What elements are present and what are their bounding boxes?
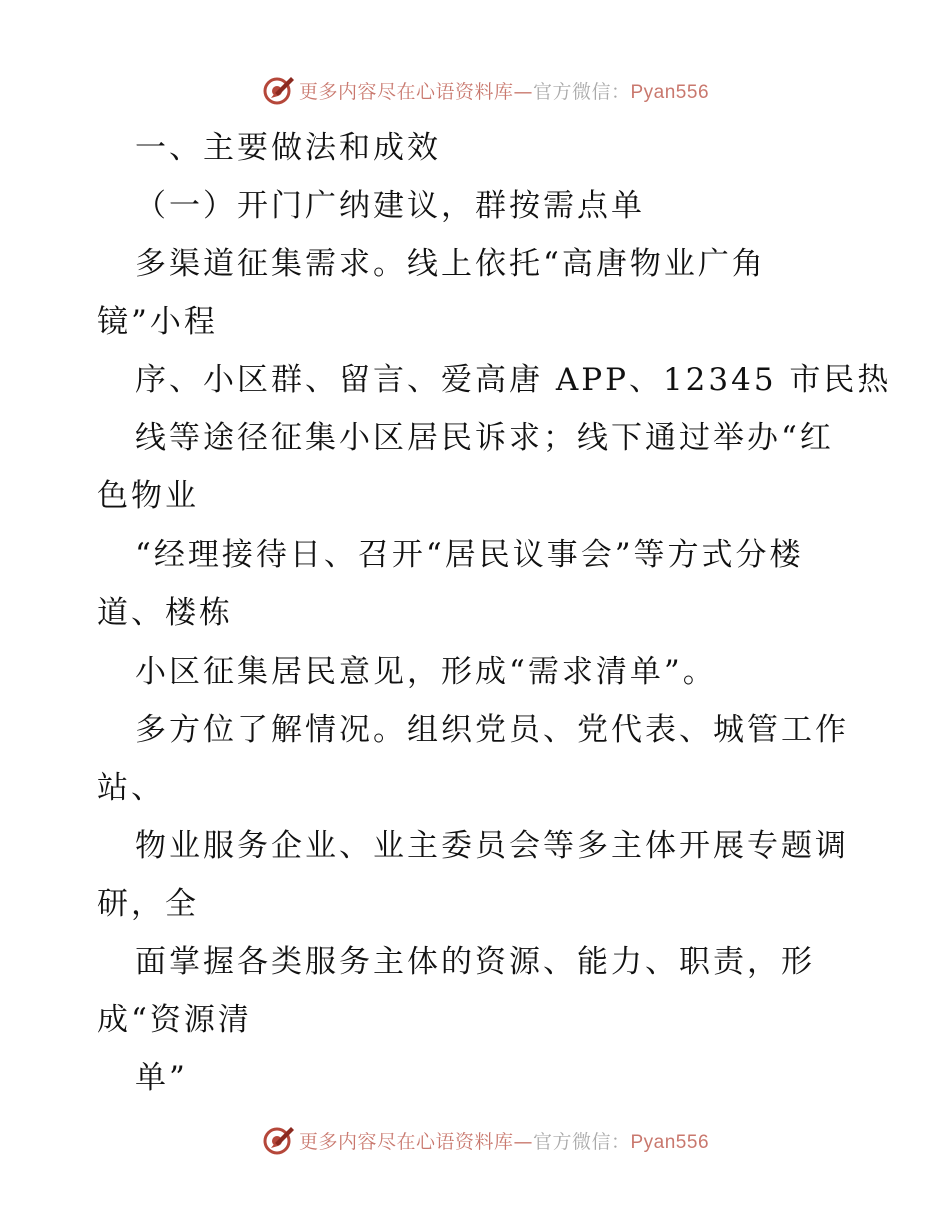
header-banner [0,70,950,110]
subsection-heading: （一）开门广纳建议，群按需点单 [135,188,645,224]
text-line: 色物业 [97,478,199,514]
banner-content [261,1123,709,1157]
text-line: 道、楼栋 [97,595,233,631]
pen-logo-icon [261,1123,295,1157]
text-line: 面掌握各类服务主体的资源、能力、职责，形 [135,944,815,980]
wechat-label: 官方微信： [532,1130,631,1153]
banner-content [261,73,709,107]
text-line: 站、 [97,770,165,806]
banner-dash: — [513,80,533,103]
text-line: 成“资源清 [97,1002,252,1038]
pen-logo-icon [261,73,295,107]
text-line: 单” [135,1060,188,1096]
banner-text [299,77,709,104]
section-heading: 一、主要做法和成效 [135,130,441,166]
text-line: 多渠道征集需求。线上依托“高唐物业广角 [135,246,766,282]
wechat-label: 官方微信： [532,80,631,103]
text-line: 小区征集居民意见，形成“需求清单”。 [135,654,717,690]
site-slogan: 更多内容尽在心语资料库 [298,80,514,103]
banner-text [299,1127,709,1154]
text-line: 序、小区群、留言、爱高唐 APP、12345 市民热 [135,362,892,398]
wechat-id: Pyan556 [630,1131,710,1153]
text-line: 线等途径征集小区居民诉求；线下通过举办“红 [135,420,834,456]
footer-banner [0,1120,950,1160]
text-line: “经理接待日、召开“居民议事会”等方式分楼 [135,537,804,573]
wechat-id: Pyan556 [630,81,710,103]
text-line: 镜”小程 [97,304,218,340]
text-line: 物业服务企业、业主委员会等多主体开展专题调 [135,828,849,864]
text-line: 多方位了解情况。组织党员、党代表、城管工作 [135,712,849,748]
site-slogan: 更多内容尽在心语资料库 [298,1130,514,1153]
banner-dash: — [513,1130,533,1153]
text-line: 研，全 [97,886,199,922]
